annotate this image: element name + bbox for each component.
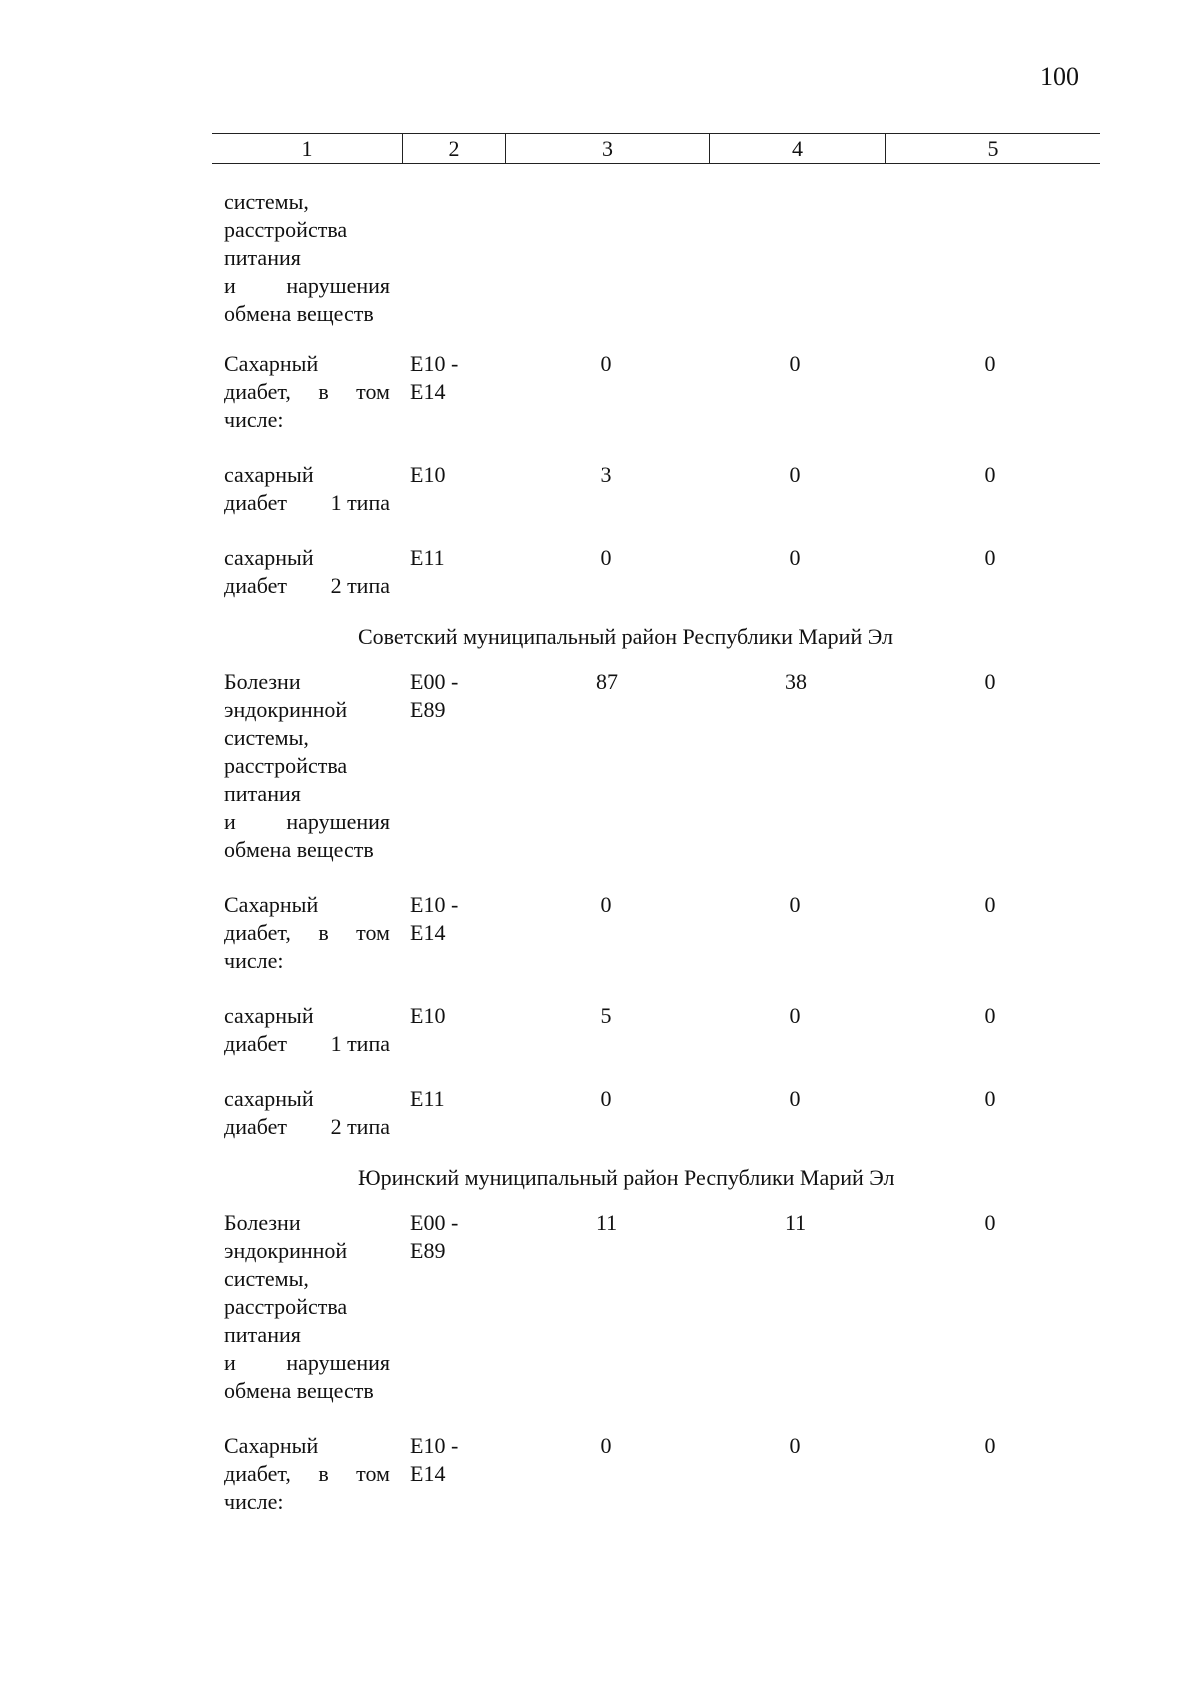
region-heading: Юринский муниципальный район Республики Марий Эл (358, 1165, 895, 1190)
row-value-col5: 0 (984, 351, 996, 376)
cell-line: сахарный (224, 1086, 314, 1111)
cell-line: E10 (410, 462, 446, 487)
cell-word: и (224, 273, 236, 298)
cell-line: расстройства (224, 1294, 348, 1319)
cell-word: и (224, 1350, 236, 1375)
row-name (224, 891, 390, 975)
cell-line: E14 (410, 1461, 446, 1486)
row-value-col4: 38 (785, 669, 807, 694)
row-name (224, 1209, 390, 1405)
header-col-5: 5 (885, 134, 1100, 163)
cell-line: обмена веществ (224, 1378, 374, 1403)
row-value-col3: 0 (600, 545, 612, 570)
cell-word: том (356, 1461, 390, 1486)
row-value-col3: 0 (600, 892, 612, 917)
cell-line: E10 - (410, 892, 459, 917)
row-value-col4: 0 (789, 351, 801, 376)
cell-line (224, 272, 390, 300)
cell-word: диабет (224, 1031, 288, 1056)
row-value-col5: 0 (984, 462, 996, 487)
cell-line: числе: (224, 407, 284, 432)
cell-word: в (318, 379, 329, 404)
cell-line (224, 1460, 390, 1488)
cell-line: питания (224, 781, 301, 806)
row-value-col4: 0 (789, 462, 801, 487)
cell-line: системы, (224, 189, 309, 214)
cell-line: E11 (410, 545, 445, 570)
cell-word: диабет (224, 1114, 288, 1139)
row-code (410, 461, 490, 489)
cell-line: Болезни (224, 1210, 301, 1235)
cell-line: системы, (224, 725, 309, 750)
row-value-col5: 0 (984, 669, 996, 694)
cell-line: питания (224, 245, 301, 270)
row-code (410, 1002, 490, 1030)
row-value-col3: 0 (600, 1433, 612, 1458)
cell-line: E89 (410, 1238, 446, 1263)
cell-line: эндокринной (224, 697, 348, 722)
cell-line: Сахарный (224, 892, 319, 917)
row-code (410, 1209, 490, 1265)
row-name (224, 668, 390, 864)
cell-word: и (224, 809, 236, 834)
row-value-col5: 0 (984, 545, 996, 570)
row-code (410, 1432, 490, 1488)
cell-line: питания (224, 1322, 301, 1347)
row-value-col4: 0 (789, 1433, 801, 1458)
header-col-4: 4 (709, 134, 885, 163)
row-value-col3: 5 (600, 1003, 612, 1028)
cell-word: диабет, (224, 920, 291, 945)
cell-word: диабет (224, 490, 288, 515)
cell-word: нарушения (286, 809, 390, 834)
cell-line (224, 1113, 390, 1141)
cell-line: E10 - (410, 1433, 459, 1458)
row-value-col3: 11 (596, 1210, 618, 1235)
row-value-col4: 0 (789, 545, 801, 570)
cell-line: расстройства (224, 217, 348, 242)
continued-row-name (224, 188, 390, 328)
cell-line: E89 (410, 697, 446, 722)
cell-line: E11 (410, 1086, 445, 1111)
row-value-col3: 0 (600, 1086, 612, 1111)
row-value-col5: 0 (984, 1086, 996, 1111)
cell-line (224, 489, 390, 517)
cell-word: 1 типа (330, 490, 390, 515)
cell-line: числе: (224, 1489, 284, 1514)
row-value-col3: 3 (600, 462, 612, 487)
cell-word: 1 типа (330, 1031, 390, 1056)
cell-line: сахарный (224, 545, 314, 570)
row-value-col5: 0 (984, 1210, 996, 1235)
cell-line (224, 1030, 390, 1058)
cell-line: E00 - (410, 1210, 459, 1235)
cell-line (224, 808, 390, 836)
row-name (224, 1085, 390, 1141)
row-value-col5: 0 (984, 892, 996, 917)
cell-line: сахарный (224, 1003, 314, 1028)
cell-word: 2 типа (330, 573, 390, 598)
row-name (224, 350, 390, 434)
cell-line: системы, (224, 1266, 309, 1291)
row-value-col5: 0 (984, 1433, 996, 1458)
cell-word: нарушения (286, 273, 390, 298)
cell-line (224, 1349, 390, 1377)
row-value-col4: 0 (789, 1003, 801, 1028)
table-header (212, 133, 1100, 164)
region-heading: Советский муниципальный район Республики Марий Эл (358, 624, 893, 649)
cell-word: том (356, 379, 390, 404)
cell-line: обмена веществ (224, 301, 374, 326)
cell-line: E10 (410, 1003, 446, 1028)
row-value-col4: 11 (785, 1210, 807, 1235)
cell-line: Болезни (224, 669, 301, 694)
cell-line: обмена веществ (224, 837, 374, 862)
cell-line: Сахарный (224, 1433, 319, 1458)
cell-line: Сахарный (224, 351, 319, 376)
row-value-col4: 0 (789, 892, 801, 917)
cell-line (224, 378, 390, 406)
row-value-col3: 87 (596, 669, 618, 694)
cell-line: сахарный (224, 462, 314, 487)
row-code (410, 668, 490, 724)
cell-word: нарушения (286, 1350, 390, 1375)
cell-word: 2 типа (330, 1114, 390, 1139)
page-number: 100 (1040, 62, 1079, 91)
cell-line (224, 919, 390, 947)
row-code (410, 1085, 490, 1113)
cell-line: E10 - (410, 351, 459, 376)
row-name (224, 544, 390, 600)
row-value-col3: 0 (600, 351, 612, 376)
cell-line: расстройства (224, 753, 348, 778)
cell-word: диабет, (224, 1461, 291, 1486)
cell-line: E00 - (410, 669, 459, 694)
header-col-3: 3 (505, 134, 709, 163)
cell-line: числе: (224, 948, 284, 973)
row-name (224, 1432, 390, 1516)
row-code (410, 891, 490, 947)
row-value-col4: 0 (789, 1086, 801, 1111)
cell-word: в (318, 1461, 329, 1486)
cell-word: диабет (224, 573, 288, 598)
row-value-col5: 0 (984, 1003, 996, 1028)
cell-line: E14 (410, 920, 446, 945)
header-col-1: 1 (301, 135, 313, 161)
cell-line (224, 572, 390, 600)
header-col-2: 2 (402, 134, 505, 163)
row-code (410, 350, 490, 406)
cell-word: том (356, 920, 390, 945)
row-name (224, 1002, 390, 1058)
cell-line: E14 (410, 379, 446, 404)
row-code (410, 544, 490, 572)
row-name (224, 461, 390, 517)
cell-word: диабет, (224, 379, 291, 404)
cell-word: в (318, 920, 329, 945)
cell-line: эндокринной (224, 1238, 348, 1263)
